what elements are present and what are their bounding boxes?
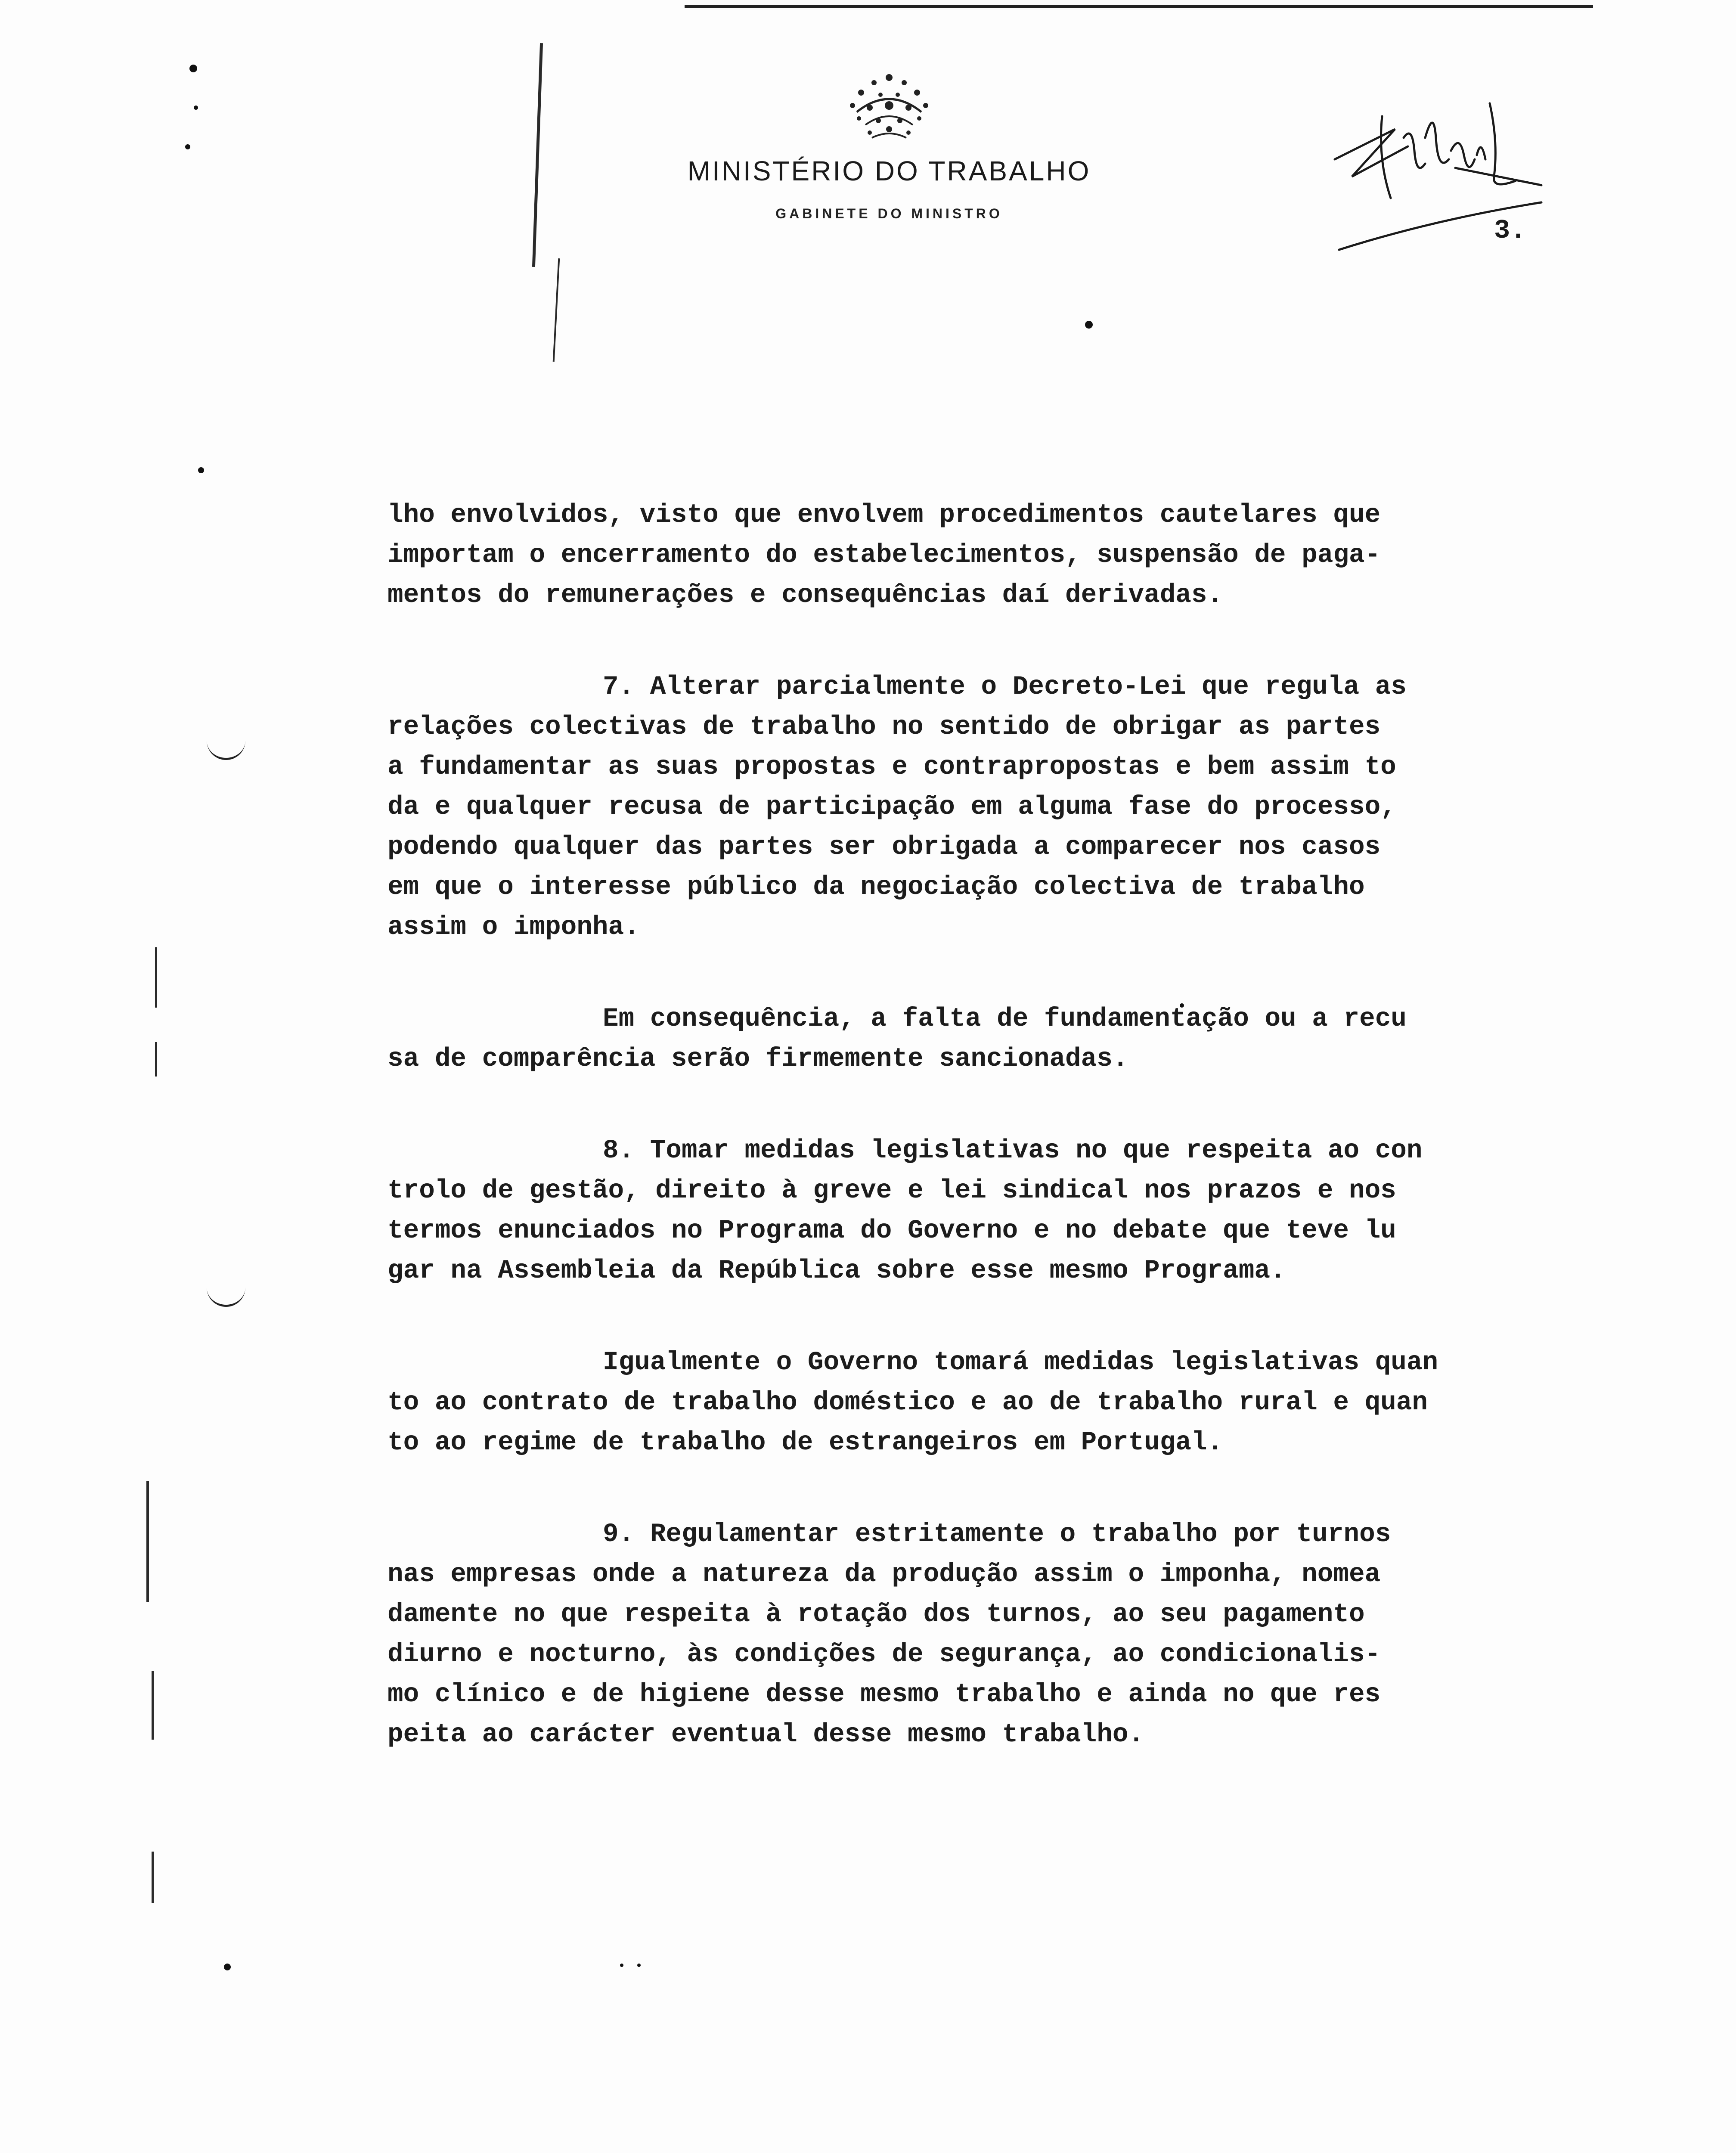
header-vertical-stroke-short (553, 258, 560, 362)
text-line: Em consequência, a falta de fundamentação ou a recu (603, 1004, 1407, 1034)
margin-check-mark (207, 741, 245, 760)
text-line: to ao regime de trabalho de estrangeiros em Portugal. (388, 1428, 1223, 1458)
left-margin-line (155, 947, 157, 1008)
paragraph-likewise (388, 1343, 1550, 1463)
text-line: importam o encerramento do estabelecimentos, suspensão de paga- (388, 540, 1381, 570)
coat-of-arms-icon (827, 69, 952, 146)
text-line: lho envolvidos, visto que envolvem procedimentos cautelares que (388, 500, 1381, 530)
scan-speck (198, 467, 204, 473)
document-body (388, 495, 1550, 1806)
text-line: Igualmente o Governo tomará medidas legislativas quan (603, 1348, 1438, 1377)
text-line: peita ao carácter eventual desse mesmo trabalho. (388, 1720, 1144, 1750)
paragraph-item-8 (388, 1131, 1550, 1291)
text-line: damente no que respeita à rotação dos turnos, ao seu pagamento (388, 1600, 1365, 1629)
text-line: to ao contrato de trabalho doméstico e ao de trabalho rural e quan (388, 1388, 1428, 1418)
scan-speck (189, 65, 197, 72)
text-line: 7. Alterar parcialmente o Decreto-Lei que regula as (603, 672, 1407, 702)
ministry-name: MINISTÉRIO DO TRABALHO (687, 155, 1091, 186)
scan-speck (224, 1964, 231, 1970)
left-margin-line (152, 1852, 154, 1903)
text-line: gar na Assembleia da República sobre esse mesmo Programa. (388, 1256, 1286, 1286)
left-margin-line (146, 1481, 149, 1602)
text-line: nas empresas onde a natureza da produção assim o imponha, nomea (388, 1560, 1381, 1589)
left-margin-line (155, 1042, 157, 1076)
margin-check-mark (207, 1287, 245, 1307)
scan-speck (1085, 321, 1093, 329)
text-line: mentos do remunerações e consequências daí derivadas. (388, 580, 1223, 610)
cabinet-name: GABINETE DO MINISTRO (775, 206, 1003, 221)
text-line: diurno e nocturno, às condições de segurança, ao condicionalis- (388, 1640, 1381, 1669)
text-line: trolo de gestão, direito à greve e lei sindical nos prazos e nos (388, 1176, 1396, 1206)
scan-speck (620, 1964, 623, 1967)
scan-speck (185, 144, 190, 149)
page-number: 3. (1494, 215, 1526, 246)
header-vertical-stroke (532, 43, 543, 267)
left-margin-line (152, 1671, 154, 1740)
paragraph-item-9 (388, 1514, 1550, 1755)
text-line: termos enunciados no Programa do Governo e no debate que teve lu (388, 1216, 1396, 1246)
text-line: 8. Tomar medidas legislativas no que respeita ao con (603, 1136, 1423, 1166)
text-line: da e qualquer recusa de participação em alguma fase do processo, (388, 792, 1396, 822)
text-line: podendo qualquer das partes ser obrigada a comparecer nos casos (388, 832, 1381, 862)
scan-speck (637, 1964, 641, 1967)
text-line: sa de comparência serão firmemente sancionadas. (388, 1044, 1128, 1074)
text-line: 9. Regulamentar estritamente o trabalho por turnos (603, 1520, 1391, 1549)
text-line: a fundamentar as suas propostas e contrapropostas e bem assim to (388, 752, 1396, 782)
scan-speck (194, 105, 198, 110)
paragraph-consequence (388, 999, 1550, 1079)
text-line: relações colectivas de trabalho no sentido de obrigar as partes (388, 712, 1381, 742)
text-line: assim o imponha. (388, 912, 640, 942)
text-line: mo clínico e de higiene desse mesmo trabalho e ainda no que res (388, 1680, 1381, 1709)
paragraph-continuation (388, 495, 1550, 615)
paragraph-item-7 (388, 667, 1550, 947)
top-rule (685, 5, 1593, 8)
text-line: em que o interesse público da negociação colectiva de trabalho (388, 872, 1365, 902)
